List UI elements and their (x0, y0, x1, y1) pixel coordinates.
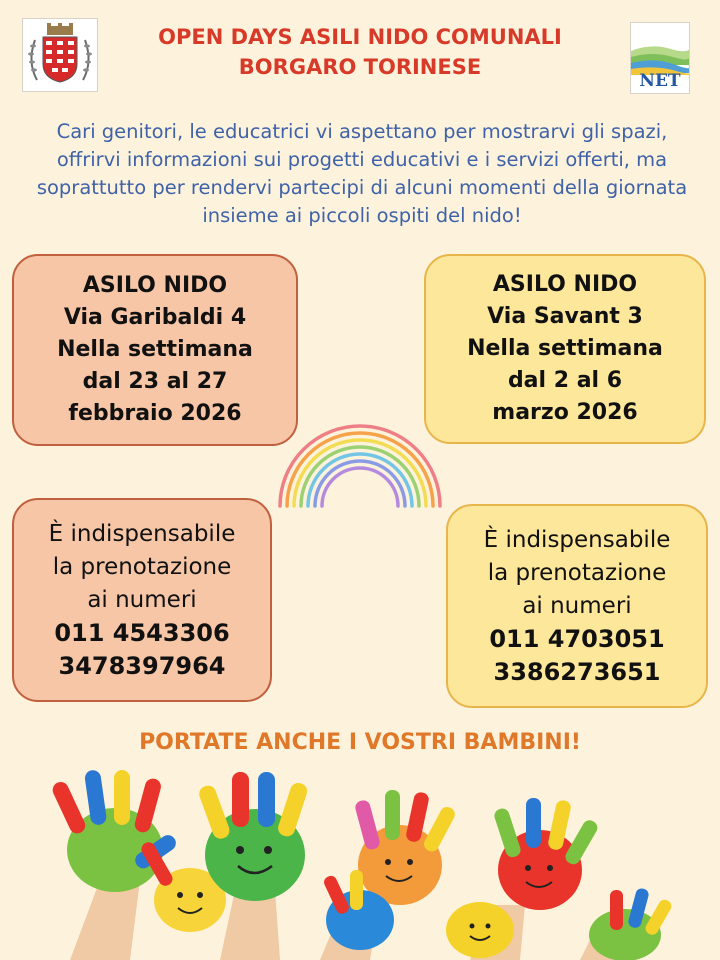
nido-title: ASILO NIDO (492, 272, 638, 297)
title-line-1: OPEN DAYS ASILI NIDO COMUNALI (158, 25, 562, 49)
phone-number-landline[interactable]: 011 4543306 (54, 618, 230, 647)
nido-date-range: dal 2 al 6 (507, 368, 623, 393)
crest-icon (25, 22, 95, 88)
title-line-2: BORGARO TORINESE (238, 55, 482, 79)
booking-box-savant (446, 504, 708, 708)
booking-numbers-label: ai numeri (522, 592, 632, 619)
nido-savant-box (424, 254, 706, 444)
footer-tagline: PORTATE ANCHE I VOSTRI BAMBINI! (139, 730, 581, 755)
phone-number-landline[interactable]: 011 4703051 (489, 624, 665, 653)
nido-date-range: dal 23 al 27 (82, 369, 228, 394)
net-logo (630, 22, 690, 94)
rainbow-graphic (270, 394, 450, 512)
booking-required-text: È indispensabile (48, 520, 236, 547)
page-title (110, 22, 610, 82)
nido-title: ASILO NIDO (82, 273, 228, 298)
phone-number-mobile[interactable]: 3386273651 (493, 657, 661, 686)
booking-numbers-label: ai numeri (87, 586, 197, 613)
nido-week-label: Nella settimana (57, 337, 253, 362)
net-logo-text: NET (639, 71, 681, 91)
nido-month-year: febbraio 2026 (68, 401, 242, 426)
booking-required-text: È indispensabile (483, 526, 671, 553)
nido-week-label: Nella settimana (467, 336, 663, 361)
hand-6 (493, 798, 600, 910)
nido-garibaldi-box (12, 254, 298, 446)
booking-box-garibaldi (12, 498, 272, 702)
booking-text: la prenotazione (52, 553, 232, 580)
booking-text: la prenotazione (487, 559, 667, 586)
town-crest-logo (22, 18, 98, 92)
nido-address: Via Garibaldi 4 (63, 305, 247, 330)
nido-address: Via Savant 3 (487, 304, 643, 329)
phone-number-mobile[interactable]: 3478397964 (58, 651, 226, 680)
nido-month-year: marzo 2026 (492, 400, 638, 425)
hand-4 (354, 790, 458, 905)
painted-hands-image (0, 770, 720, 960)
intro-paragraph: Cari genitori, le educatrici vi aspettano per mostrarvi gli spazi, offrirvi informazioni sui progetti educativi e i servizi offerti, ma soprattutto per rendervi partecipi di alcuni momenti della giornata insieme ai piccoli ospiti del nido! (36, 120, 688, 227)
